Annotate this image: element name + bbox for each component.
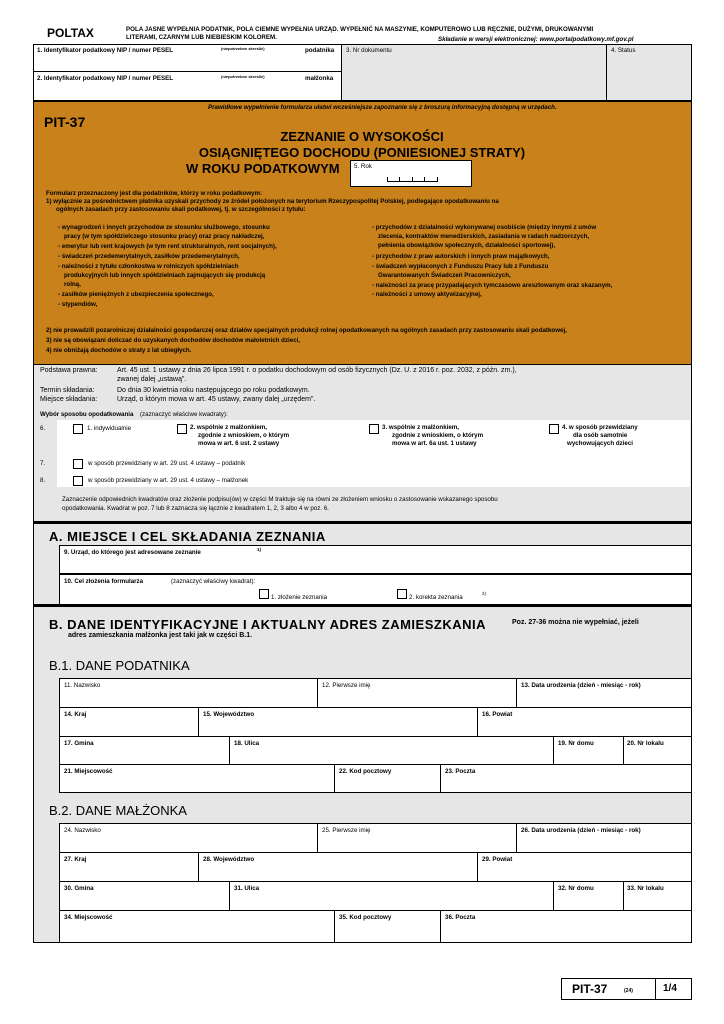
spouse-post-office-field[interactable] — [441, 911, 691, 942]
footer-form-id — [561, 978, 692, 1000]
form-title-line2: OSIĄGNIĘTEGO DOCHODU (PONIESIONEJ STRATY) — [198, 145, 526, 160]
option-individual-checkbox[interactable] — [73, 424, 83, 434]
list-item: - zasiłków pieniężnych z ubezpieczenia społecznego, — [58, 291, 214, 298]
correction-checkbox[interactable] — [397, 589, 407, 599]
list-item: - świadczeń wypłaconych z Funduszu Pracy lub z Funduszu — [372, 263, 549, 270]
spouse-house-number-field[interactable] — [554, 882, 623, 910]
field-label: 35. Kod pocztowy — [339, 914, 392, 921]
option-joint-art6-label2: zgodnie z wnioskiem, o którym — [198, 432, 290, 439]
field-label: 11. Nazwisko — [64, 682, 101, 689]
taxpayer-country-field[interactable] — [60, 708, 198, 736]
field-label: 10. Cel złożenia formularza — [64, 578, 144, 585]
place-label: Miejsce składania: — [40, 396, 98, 403]
taxpayer-post-office-field[interactable] — [441, 765, 691, 793]
section-b-top-rule — [33, 605, 692, 607]
list-item: - wynagrodzeń i innych przychodów ze stosunku służbowego, stosunku — [58, 224, 270, 231]
field-label: 21. Miejscowość — [64, 768, 113, 775]
taxpayer-voivodeship-field[interactable] — [199, 708, 477, 736]
field-label: 9. Urząd, do którego jest adresowane zeznanie — [64, 549, 201, 556]
field-label-suffix: małżonka — [305, 75, 334, 82]
form-title-line1: ZEZNANIE O WYSOKOŚCI — [280, 129, 444, 144]
section-b1-title: B.1. DANE PODATNIKA — [49, 658, 190, 673]
spouse-apartment-number-field[interactable] — [624, 882, 691, 910]
field-note: (niepotrzebne skreślić) — [221, 74, 265, 79]
taxpayer-municipality-field[interactable] — [60, 737, 229, 764]
legal-basis-text2: zwanej dalej „ustawą”. — [117, 376, 187, 383]
option-single-parent-label3: wychowujących dzieci — [567, 440, 634, 447]
spouse-postal-code-field[interactable] — [335, 911, 440, 942]
field-label: 14. Kraj — [64, 711, 87, 718]
field-label: 32. Nr domu — [558, 885, 594, 892]
field-number: 8. — [40, 477, 46, 484]
field-label: 36. Poczta — [445, 914, 476, 921]
taxation-heading: Wybór sposobu opodatkowania — [40, 411, 134, 418]
status-label: 4. Status — [611, 47, 636, 54]
electronic-submission-note: Składanie w wersji elektronicznej: www.portalpodatkowy.mf.gov.pl — [438, 36, 634, 43]
list-item: zlecenia, kontraktów menedżerskich, zasiadania w radach nadzorczych, — [378, 233, 590, 240]
correction-footnote: 2) — [482, 591, 487, 596]
list-item: - należności z tytułu członkostwa w rolniczych spółdzielniach — [58, 263, 239, 270]
option-art29-spouse-label: w sposób przewidziany w art. 29 ust. 4 ustawy – małżonek — [88, 477, 249, 484]
field-label: 22. Kod pocztowy — [339, 768, 392, 775]
field-label: 23. Poczta — [445, 768, 476, 775]
field-label: 30. Gmina — [64, 885, 94, 892]
spouse-street-field[interactable] — [230, 882, 553, 910]
spouse-locality-field[interactable] — [60, 911, 334, 942]
field-label: 20. Nr lokalu — [627, 740, 664, 747]
tax-year-field[interactable] — [350, 160, 472, 187]
spouse-country-field[interactable] — [60, 853, 198, 881]
condition-3: 3) nie są obowiązani doliczać do uzyskanych dochodów dochodów małoletnich dzieci, — [46, 337, 301, 344]
tax-office-field[interactable] — [59, 545, 692, 574]
taxpayer-county-field[interactable] — [478, 708, 691, 736]
field-label: 15. Województwo — [203, 711, 255, 718]
spouse-county-field[interactable] — [478, 853, 691, 881]
taxpayer-street-field[interactable] — [230, 737, 553, 764]
field-label: 33. Nr lokalu — [627, 885, 664, 892]
spouse-first-name-field[interactable] — [318, 824, 516, 852]
year-tick — [412, 177, 413, 182]
divider — [606, 44, 607, 101]
list-item: - stypendiów, — [58, 301, 98, 308]
field-label: 5. Rok — [354, 163, 372, 170]
option-art29-taxpayer-checkbox[interactable] — [73, 459, 83, 469]
year-tick — [424, 177, 425, 182]
field-label: 17. Gmina — [64, 740, 94, 747]
field-label: 28. Województwo — [203, 856, 255, 863]
section-b2-title: B.2. DANE MAŁŻONKA — [49, 803, 187, 818]
list-item: pełnienia obowiązków społecznych, działalności sportowej), — [378, 242, 556, 249]
field-label: 24. Nazwisko — [64, 827, 101, 834]
form-purpose-field — [59, 574, 692, 605]
field-label: 13. Data urodzenia (dzień - miesiąc - rok) — [521, 682, 641, 689]
option-joint-art6-checkbox[interactable] — [177, 424, 187, 434]
taxpayer-locality-field[interactable] — [60, 765, 334, 793]
field-number: 7. — [40, 460, 46, 467]
legal-basis-text: Art. 45 ust. 1 ustawy z dnia 26 lipca 1991 r. o podatku dochodowym od osób fizycznych (Dz. U. z 2016 r. poz. 2032, z późn. zm.), — [117, 367, 517, 374]
field-number: 6. — [40, 425, 46, 432]
list-item: rolną, — [64, 281, 81, 288]
footer-form-version: (24) — [624, 988, 633, 994]
legal-basis-label: Podstawa prawna: — [40, 367, 98, 374]
option-single-parent-checkbox[interactable] — [549, 424, 559, 434]
deadline-text: Do dnia 30 kwietnia roku następującego po roku podatkowym. — [117, 387, 310, 394]
office-use-area — [341, 44, 692, 101]
taxpayer-house-number-field[interactable] — [554, 737, 623, 764]
submission-label: 1. złożenie zeznania — [271, 594, 328, 601]
brochure-note: Prawidłowe wypełnienie formularza ułatwi wcześniejsze zapoznanie się z broszurą informacyjną dostępną w urzędach. — [208, 104, 557, 111]
form-title-line3: W ROKU PODATKOWYM — [186, 161, 340, 176]
year-tick — [387, 177, 388, 182]
field-footnote: 1) — [257, 547, 262, 552]
option-joint-art6a-label2: zgodnie z wnioskiem, o którym — [392, 432, 484, 439]
correction-label: 2. korekta zeznania — [409, 594, 463, 601]
list-item: Gwarantowanych Świadczeń Pracowniczych, — [378, 272, 511, 279]
submission-checkbox[interactable] — [259, 589, 269, 599]
list-item: - przychodów z praw autorskich i innych praw majątkowych, — [372, 253, 550, 260]
footer-form-code: PIT-37 — [572, 982, 608, 996]
section-a-title: A. MIEJSCE I CEL SKŁADANIA ZEZNANIA — [49, 529, 326, 544]
field-label: 18. Ulica — [234, 740, 260, 747]
option-individual-label: 1. indywidualnie — [87, 425, 132, 432]
field-label: 27. Kraj — [64, 856, 87, 863]
taxpayer-apartment-number-field[interactable] — [624, 737, 691, 764]
year-tick — [399, 177, 400, 182]
list-item: - przychodów z działalności wykonywanej osobiście (między innymi z umów — [372, 224, 597, 231]
place-text: Urząd, o którym mowa w art. 45 ustawy, zwany dalej „urzędem”. — [117, 396, 316, 403]
option-joint-art6a-label3: mowa w art. 6a ust. 1 ustawy — [392, 440, 477, 447]
list-item: pracy (w tym spółdzielczego stosunku pracy) oraz pracy nakładczej, — [64, 233, 265, 240]
spouse-birth-date-field[interactable] — [517, 824, 691, 852]
option-joint-art6-label: 2. wspólnie z małżonkiem, — [190, 424, 268, 431]
condition-1a: 1) wyłącznie za pośrednictwem płatnika uzyskali przychody ze źródeł położonych na terytorium Rzeczypospolitej Polskiej, podlegające opodatkowaniu na — [46, 198, 499, 205]
option-joint-art6a-checkbox[interactable] — [369, 424, 379, 434]
taxpayer-first-name-field[interactable] — [318, 679, 516, 707]
nip-pesel-spouse-field[interactable] — [34, 72, 341, 100]
field-label-suffix: podatnika — [305, 47, 335, 54]
condition-4: 4) nie obniżają dochodów o straty z lat ubiegłych. — [46, 347, 192, 354]
field-label: 34. Miejscowość — [64, 914, 113, 921]
deadline-label: Termin składania: — [40, 387, 95, 394]
list-item: - należności za pracę przypadających tymczasowo aresztowanym oraz skazanym, — [372, 282, 613, 289]
section-b-title: B. DANE IDENTYFIKACYJNE I AKTUALNY ADRES ZAMIESZKANIA — [49, 617, 486, 632]
divider — [655, 979, 656, 999]
option-art29-spouse-checkbox[interactable] — [73, 476, 83, 486]
brand-poltax: POLTAX — [47, 26, 94, 40]
field-label: 1. Identyfikator podatkowy NIP / numer PESEL — [37, 47, 174, 54]
field-label: 29. Powiat — [482, 856, 513, 863]
taxation-note-line1: Zaznaczenie odpowiednich kwadratów oraz złożenie podpisu(ów) w części M traktuje się na równi ze złożeniem wniosku o zastosowanie wskazanego sposobu — [62, 496, 498, 503]
field-note: (niepotrzebne skreślić) — [221, 46, 265, 51]
taxpayer-birth-date-field[interactable] — [517, 679, 691, 707]
option-joint-art6a-label: 3. wspólnie z małżonkiem, — [382, 424, 460, 431]
section-b-note1: Poz. 27-36 można nie wypełniać, jeżeli — [512, 619, 639, 626]
field-label: 25. Pierwsze imię — [322, 827, 371, 834]
field-label: 26. Data urodzenia (dzień - miesiąc - rok) — [521, 827, 641, 834]
nip-pesel-taxpayer-field[interactable] — [34, 45, 341, 71]
section-a-top-rule — [33, 522, 692, 524]
section-b-note2: adres zamieszkania małżonka jest taki jak w części B.1. — [68, 632, 253, 639]
footer-page-number: 1/4 — [663, 983, 677, 994]
spouse-voivodeship-field[interactable] — [199, 853, 477, 881]
taxation-note-line2: opodatkowania. Kwadrat w poz. 7 lub 8 zaznacza się łącznie z kwadratem 1, 2, 3 albo 4 w poz. 6. — [62, 505, 329, 512]
spouse-surname-field[interactable] — [60, 824, 317, 852]
condition-1b: ogólnych zasadach przy zastosowaniu skali podatkowej, tj. w szczególności z tytułu: — [56, 206, 306, 213]
field-label: 2. Identyfikator podatkowy NIP / numer PESEL — [37, 75, 174, 82]
option-art29-taxpayer-label: w sposób przewidziany w art. 29 ust. 4 ustawy – podatnik — [88, 460, 246, 467]
list-item: - emerytur lub rent krajowych (w tym rent strukturalnych, rent socjalnych), — [58, 243, 277, 250]
taxpayer-postal-code-field[interactable] — [335, 765, 440, 793]
field-note: (zaznaczyć właściwy kwadrat): — [171, 578, 256, 585]
taxpayer-surname-field[interactable] — [60, 679, 317, 707]
list-item: - należności z umowy aktywizacyjnej, — [372, 291, 482, 298]
condition-2: 2) nie prowadzili pozarolniczej działalności gospodarczej oraz działów specjalnych produkcji rolnej opodatkowanych na ogólnych zasadach przy zastosowaniu skali podatkowej, — [46, 327, 567, 334]
year-tick — [437, 177, 438, 182]
intro-text: Formularz przeznaczony jest dla podatników, którzy w roku podatkowym: — [46, 190, 263, 197]
option-single-parent-label: 4. w sposób przewidziany — [562, 424, 638, 431]
fill-instructions-line2: LITERAMI, CZARNYM LUB NIEBIESKIM KOLOREM. — [126, 34, 277, 41]
field-label: 12. Pierwsze imię — [322, 682, 371, 689]
taxation-heading-note: (zaznaczyć właściwe kwadraty): — [140, 411, 228, 418]
option-single-parent-label2: dla osób samotnie — [573, 432, 628, 439]
list-item: produkcyjnych lub innych spółdzielniach zajmujących się produkcją — [64, 272, 266, 279]
list-item: - świadczeń przedemerytalnych, zasiłków przedemerytalnych, — [58, 253, 240, 260]
fill-instructions-line1: POLA JASNE WYPEŁNIA PODATNIK, POLA CIEMNE WYPEŁNIA URZĄD. WYPEŁNIĆ NA MASZYNIE, KOMPUTEROWO LUB RĘCZNIE, DUŻYMI, DRUKOWANYMI — [126, 26, 594, 33]
document-number-label: 3. Nr dokumentu — [346, 47, 392, 54]
field-label: 16. Powiat — [482, 711, 513, 718]
spouse-municipality-field[interactable] — [60, 882, 229, 910]
field-label: 19. Nr domu — [558, 740, 594, 747]
option-joint-art6-label3: mowa w art. 6 ust. 2 ustawy — [198, 440, 280, 447]
field-label: 31. Ulica — [234, 885, 260, 892]
form-code: PIT-37 — [44, 114, 86, 130]
